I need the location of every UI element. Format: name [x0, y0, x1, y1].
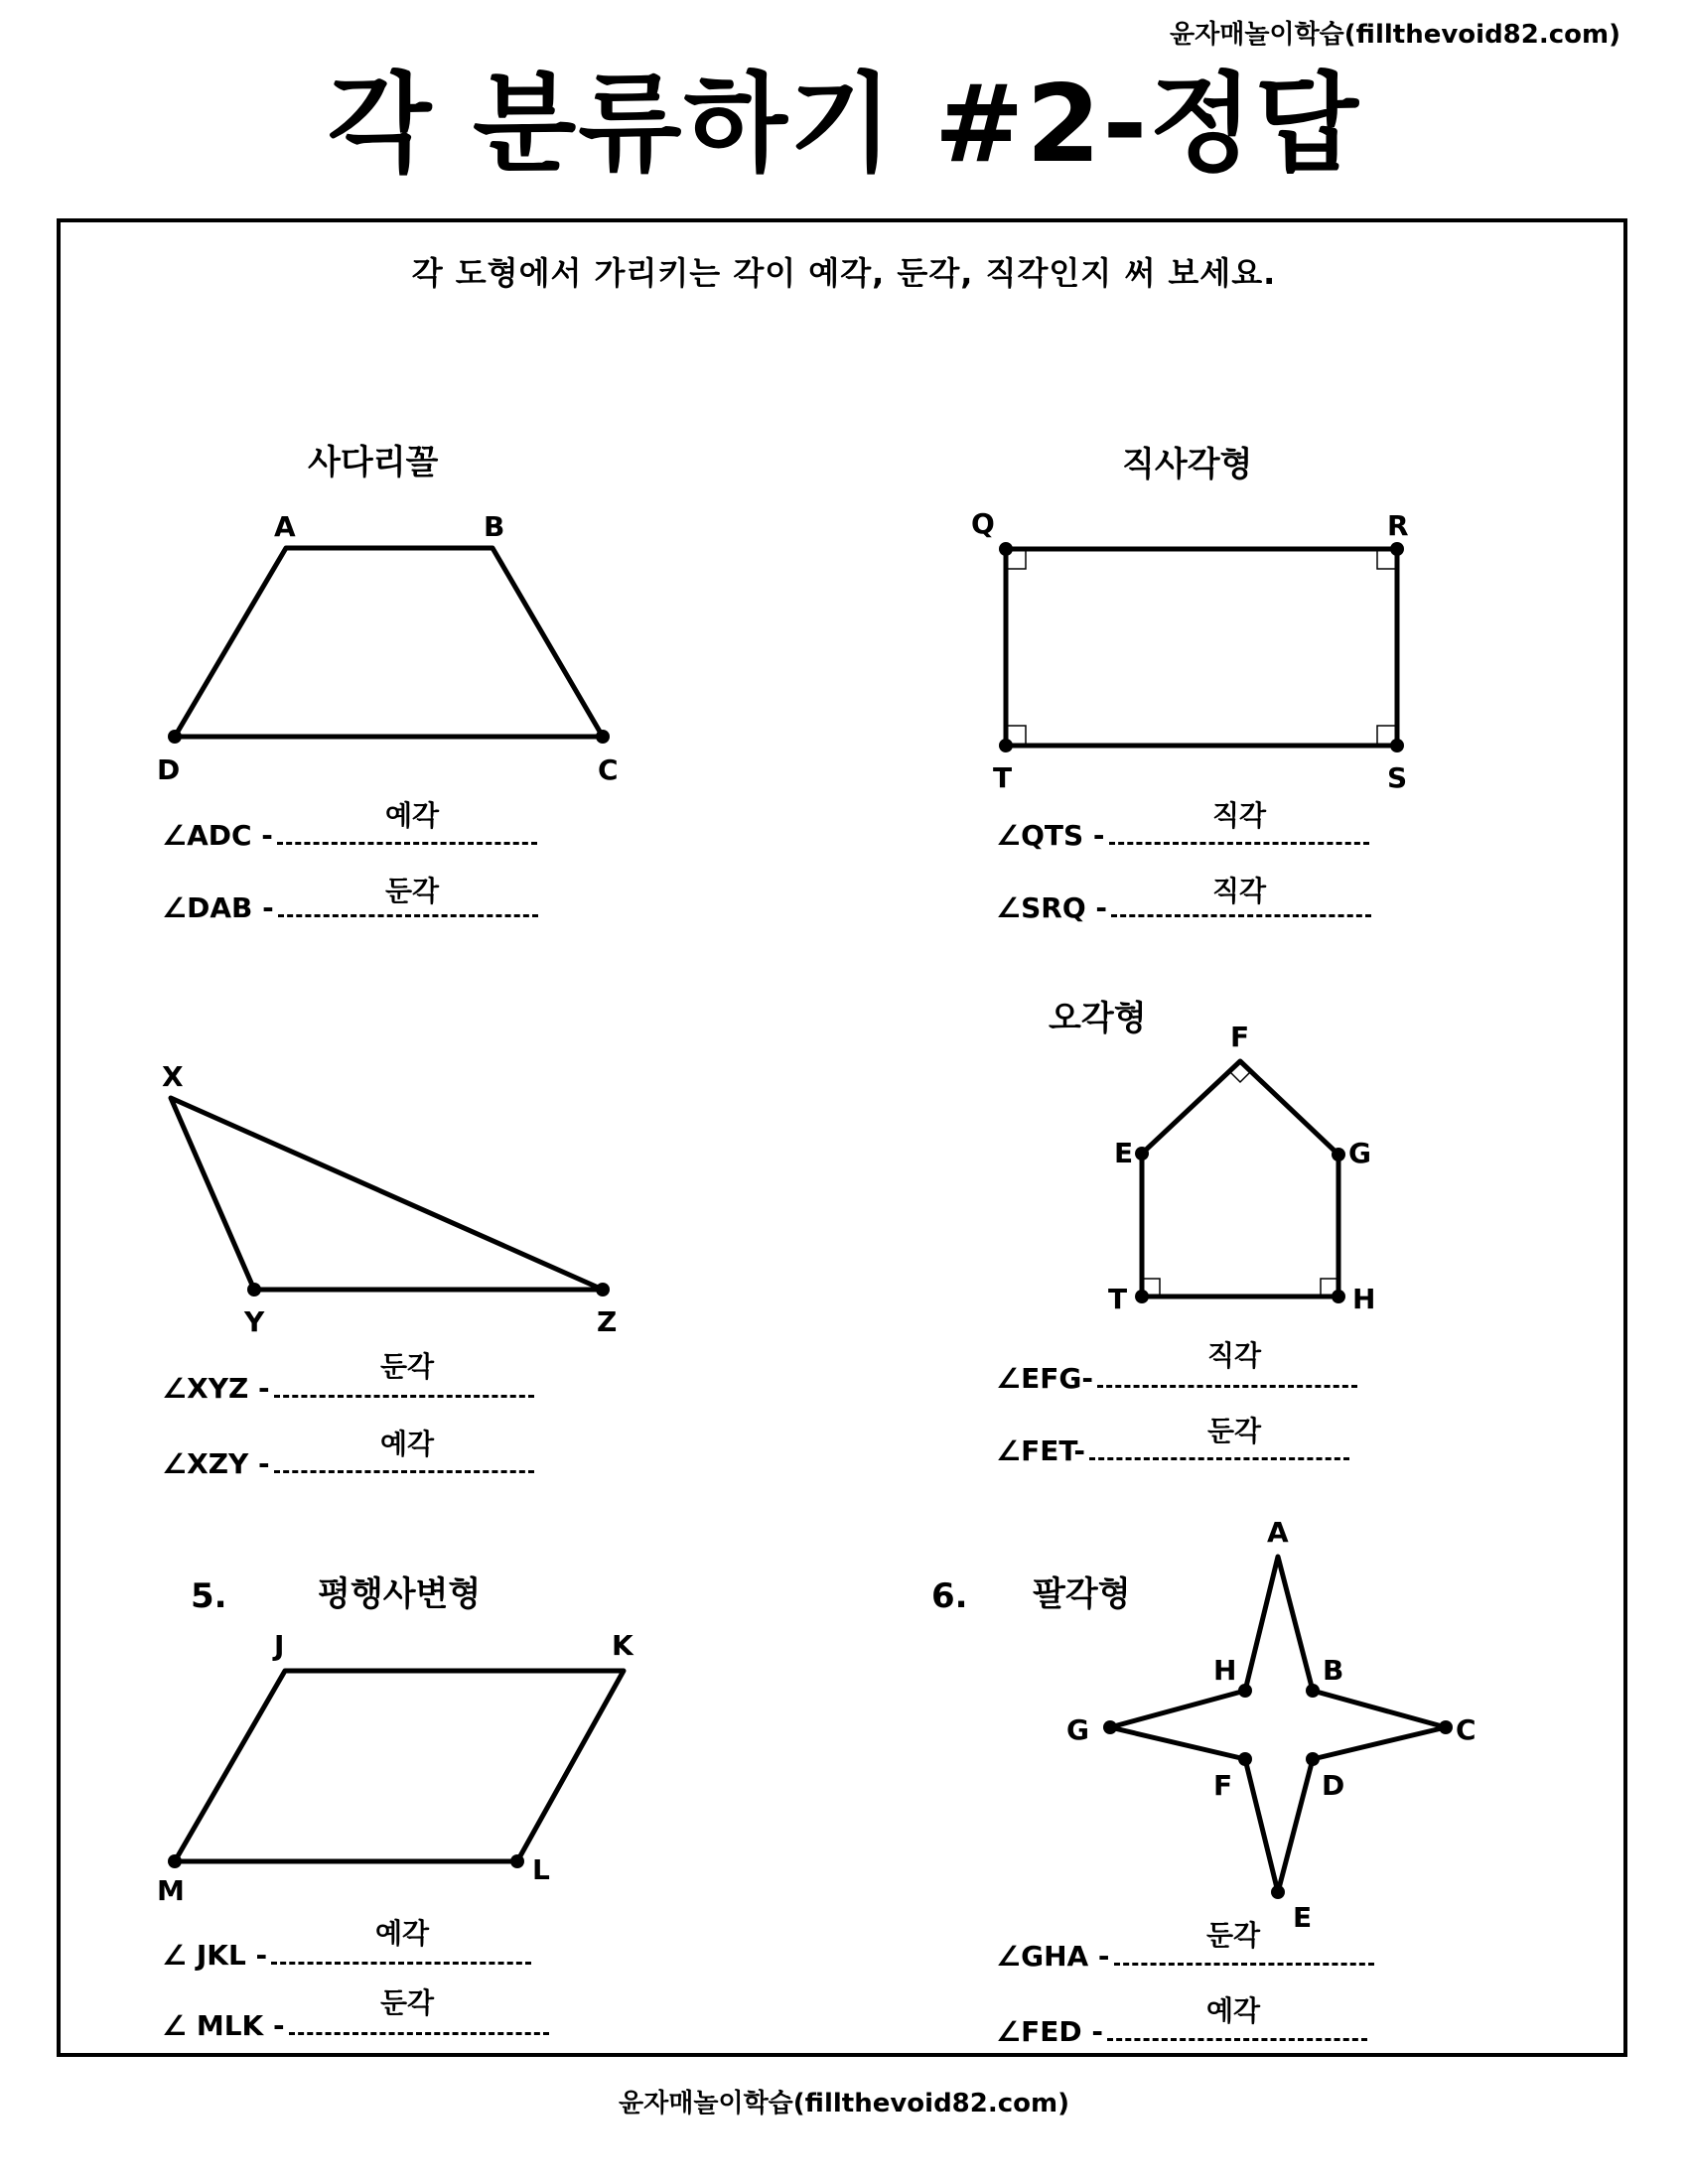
question-pent-1	[996, 1362, 1357, 1395]
label-tri-z: Z	[597, 1305, 618, 1338]
question-tri-1	[162, 1372, 534, 1405]
answer-blank[interactable]	[271, 1942, 531, 1965]
octagon-number: 6.	[931, 1576, 968, 1616]
trapezoid-shape	[175, 548, 603, 737]
label-oct-c: C	[1456, 1713, 1477, 1746]
pentagon-title: 오각형	[1049, 999, 1147, 1038]
question-trap-2	[162, 891, 538, 924]
question-oct-1	[996, 1940, 1374, 1973]
pentagon-shape	[1142, 1061, 1338, 1297]
label-trap-c: C	[598, 753, 619, 786]
answer-blank[interactable]	[1089, 1437, 1349, 1460]
answer-trap-1: 예각	[384, 799, 440, 832]
question-trap-1	[162, 819, 537, 852]
label-trap-b: B	[484, 510, 505, 543]
angle-label: ∠FET-	[996, 1434, 1085, 1467]
label-oct-f: F	[1213, 1769, 1233, 1802]
answer-rect-1: 직각	[1211, 799, 1267, 832]
label-rect-q: Q	[971, 507, 995, 540]
parallelogram-title: 평행사변형	[318, 1574, 482, 1614]
answer-blank[interactable]	[274, 1450, 534, 1473]
label-rect-s: S	[1387, 761, 1408, 794]
octagon-title: 팔각형	[1033, 1574, 1131, 1614]
label-pent-g: G	[1348, 1137, 1371, 1169]
octagon-shape	[1110, 1557, 1446, 1892]
rectangle-shape	[1006, 549, 1397, 746]
label-oct-d: D	[1322, 1769, 1345, 1802]
answer-blank[interactable]	[1114, 1943, 1374, 1966]
label-rect-r: R	[1387, 509, 1409, 542]
triangle-shape	[171, 1098, 603, 1290]
label-rect-t: T	[993, 761, 1013, 794]
label-oct-e: E	[1293, 1901, 1313, 1934]
question-pent-2	[996, 1434, 1349, 1467]
parallelogram-shape	[175, 1671, 624, 1861]
parallelogram-number: 5.	[191, 1576, 227, 1616]
label-tri-x: X	[162, 1060, 184, 1093]
angle-label: ∠ JKL -	[162, 1939, 268, 1972]
answer-para-1: 예각	[374, 1917, 430, 1950]
label-pent-t: T	[1108, 1283, 1128, 1315]
site-credit-bottom: 윤자매놀이학습(fillthevoid82.com)	[618, 2089, 1069, 2118]
label-pent-h: H	[1352, 1283, 1376, 1315]
angle-label: ∠XYZ -	[162, 1372, 270, 1405]
label-pent-f: F	[1230, 1021, 1250, 1053]
question-para-1	[162, 1939, 531, 1972]
answer-pent-2: 둔각	[1206, 1415, 1262, 1447]
angle-label: ∠DAB -	[162, 891, 274, 924]
label-pent-e: E	[1114, 1137, 1134, 1169]
label-para-k: K	[612, 1629, 633, 1662]
label-trap-d: D	[157, 753, 181, 786]
answer-trap-2: 둔각	[384, 875, 440, 907]
angle-label: ∠FED -	[996, 2015, 1103, 2048]
answer-blank[interactable]	[1107, 2018, 1367, 2041]
answer-blank[interactable]	[277, 822, 537, 845]
angle-label: ∠SRQ -	[996, 891, 1107, 924]
answer-tri-2: 예각	[379, 1428, 435, 1460]
question-tri-2	[162, 1447, 534, 1480]
answer-pent-1: 직각	[1206, 1339, 1262, 1372]
label-oct-g: G	[1066, 1713, 1089, 1746]
angle-label: ∠EFG-	[996, 1362, 1093, 1395]
question-para-2	[162, 2009, 549, 2042]
angle-label: ∠GHA -	[996, 1940, 1110, 1973]
angle-label: ∠ MLK -	[162, 2009, 285, 2042]
angle-label: ∠XZY -	[162, 1447, 270, 1480]
site-credit-top: 윤자매놀이학습(fillthevoid82.com)	[1169, 20, 1620, 50]
label-oct-a: A	[1267, 1516, 1289, 1549]
answer-oct-2: 예각	[1205, 1994, 1261, 2027]
label-oct-h: H	[1213, 1654, 1237, 1687]
answer-para-2: 둔각	[379, 1986, 435, 2019]
answer-oct-1: 둔각	[1205, 1919, 1261, 1952]
label-para-m: M	[157, 1874, 185, 1907]
answer-blank[interactable]	[274, 1375, 534, 1398]
angle-label: ∠QTS -	[996, 819, 1105, 852]
question-oct-2	[996, 2015, 1367, 2048]
label-para-l: L	[532, 1853, 550, 1886]
answer-blank[interactable]	[1111, 894, 1371, 917]
answer-rect-2: 직각	[1211, 875, 1267, 907]
page-title: 각 분류하기 #2-정답	[328, 63, 1360, 187]
question-rect-2	[996, 891, 1371, 924]
question-rect-1	[996, 819, 1369, 852]
answer-blank[interactable]	[1109, 822, 1369, 845]
instruction-text: 각 도형에서 가리키는 각이 예각, 둔각, 직각인지 써 보세요.	[411, 254, 1277, 292]
label-trap-a: A	[274, 510, 296, 543]
label-tri-y: Y	[244, 1305, 265, 1338]
answer-tri-1: 둔각	[379, 1350, 435, 1383]
answer-blank[interactable]	[278, 894, 538, 917]
label-para-j: J	[274, 1629, 285, 1662]
rectangle-title: 직사각형	[1122, 445, 1253, 484]
answer-blank[interactable]	[289, 2012, 549, 2035]
trapezoid-title: 사다리꼴	[308, 443, 439, 482]
answer-blank[interactable]	[1097, 1365, 1357, 1388]
label-oct-b: B	[1323, 1654, 1344, 1687]
angle-label: ∠ADC -	[162, 819, 273, 852]
